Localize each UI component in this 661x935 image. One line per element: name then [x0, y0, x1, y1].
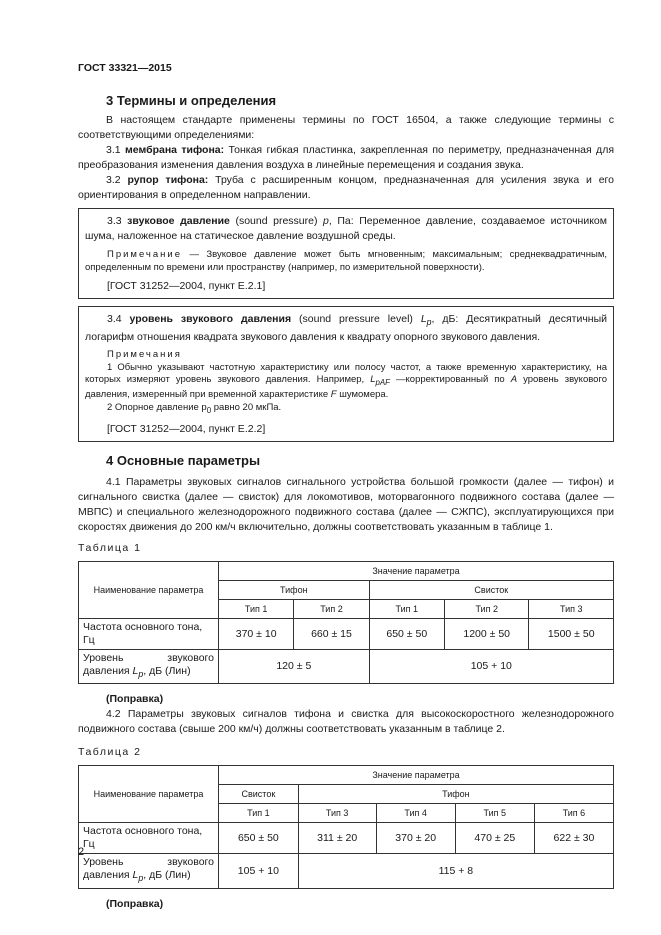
page-content: [78, 92, 614, 912]
note-label: Примечание: [107, 249, 182, 260]
note-1: [85, 362, 607, 402]
table-cell: 660 ± 15: [294, 619, 369, 650]
table-cell: 470 ± 25: [455, 823, 534, 854]
term-3-3-note: [85, 249, 607, 274]
row-label-text: Уровень звукового давления: [83, 652, 214, 678]
term-symbol: L: [420, 313, 427, 325]
table-header-value: Значение параметра: [219, 766, 614, 785]
term-definition: , Па: Переменное давление, создаваемое источником шума, наложенное на статическое давление воздушной среды.: [85, 215, 607, 242]
term-definition: Труба с расширенным концом, предназначенная для усиления звука и его ориентирования в определенном направлении.: [78, 174, 614, 201]
note-text: —корректированный по: [390, 374, 511, 386]
table-row-label: [79, 854, 219, 888]
page-number: 2: [78, 846, 85, 858]
note-symbol-subscript: pAF: [375, 377, 391, 387]
correction-note-1: (Поправка): [106, 693, 164, 706]
table-type-header: Тип 4: [376, 804, 455, 823]
row-label-text: , дБ (Лин): [143, 869, 191, 882]
term-3-3-reference: [ГОСТ 31252—2004, пункт Е.2.1]: [107, 280, 266, 292]
table-cell: 622 ± 30: [534, 823, 613, 854]
table-cell: 370 ± 20: [376, 823, 455, 854]
table-type-header: Тип 1: [369, 600, 444, 619]
clause-4-1: 4.1 Параметры звуковых сигналов сигнального устройства большой громкости (далее — тифон) и сигнального свистка (далее — свисток) для локомотивов, моторвагонного подвижного состава (далее — МВПС) и специального железнодорожного подвижного состава (далее — СЖПС), эксплуатирующихся при скоростях движения до 200 км/ч включительно, должны соответствовать указанным в таблице 1.: [78, 476, 614, 534]
note-symbol: A: [510, 374, 518, 386]
term-3-3-box: [78, 208, 614, 299]
table-cell: 650 ± 50: [219, 823, 299, 854]
term-english: (sound pressure): [229, 215, 324, 227]
table-cell: 311 ± 20: [298, 823, 376, 854]
table-type-header: Тип 6: [534, 804, 613, 823]
term-number: 3.4: [107, 313, 130, 325]
term-name: звуковое давление: [127, 215, 230, 227]
clause-4-2: 4.2 Параметры звуковых сигналов тифона и свистка для высокоскоростного железнодорожного подвижного состава (свыше 200 км/ч) должны соответствовать указанным в таблице 2.: [78, 708, 614, 736]
note-text: уровень звукового давления, измеренный при временной характеристике: [85, 374, 607, 401]
table-cell: 650 ± 50: [369, 619, 444, 650]
table-cell: 115 + 8: [298, 854, 613, 888]
term-name: мембрана тифона:: [124, 144, 225, 156]
term-symbol-subscript: p: [426, 317, 432, 328]
table-type-header: Тип 1: [219, 804, 299, 823]
note-text: — Звуковое давление может быть мгновенным; максимальным; среднеквадратичным, определенным по времени или пространству (например, по измерительной поверхности).: [85, 249, 607, 273]
term-3-4-reference: [ГОСТ 31252—2004, пункт Е.2.2]: [107, 423, 266, 436]
table-cell: 1200 ± 50: [444, 619, 529, 650]
table-1-caption: Таблица 1: [78, 542, 142, 555]
table-type-header: Тип 1: [219, 600, 294, 619]
term-name: уровень звукового давления: [129, 313, 292, 325]
table-header-param: Наименование параметра: [79, 562, 219, 619]
table-type-header: Тип 3: [298, 804, 376, 823]
term-number: 3.2: [106, 174, 128, 186]
note-symbol: F: [330, 389, 337, 401]
term-3-3: [85, 214, 607, 244]
term-english: (sound pressure level): [291, 313, 421, 325]
term-name: рупор тифона:: [127, 174, 209, 186]
note-text: 2 Опорное давление p: [107, 401, 207, 413]
row-label-symbol: L: [132, 665, 139, 678]
term-3-4: [85, 312, 607, 345]
table-cell: 105 + 10: [219, 854, 299, 888]
table-cell: 370 ± 10: [219, 619, 294, 650]
term-number: 3.3: [107, 215, 128, 227]
term-definition: , дБ: Десятикратный десятичный логарифм отношения квадрата звукового давления к квадрату опорного звукового давления.: [85, 313, 608, 344]
row-label-symbol: L: [132, 869, 139, 882]
term-3-1: [78, 143, 614, 173]
correction-note-2: (Поправка): [106, 897, 164, 910]
table-group-header: Тифон: [298, 785, 613, 804]
section-4-title: 4 Основные параметры: [106, 453, 261, 469]
table-group-header: Свисток: [369, 581, 613, 600]
note-text: 1 Обычно указывают частотную характеристику или полосу частот, а также временную характеристику, на которых измеряют уровень звукового давления. Например,: [85, 361, 607, 386]
term-3-2: [78, 173, 614, 203]
table-type-header: Тип 2: [294, 600, 369, 619]
table-row-label: Частота основного тона, Гц: [79, 619, 219, 650]
table-2: [78, 765, 614, 888]
row-label-text: , дБ (Лин): [143, 665, 191, 678]
row-label-subscript: p: [138, 669, 144, 680]
table-cell: 1500 ± 50: [529, 619, 614, 650]
section-3-intro: В настоящем стандарте применены термины по ГОСТ 16504, а также следующие термины с соответствующими определениями:: [78, 114, 614, 141]
table-group-header: Свисток: [219, 785, 299, 804]
table-type-header: Тип 5: [455, 804, 534, 823]
note-2: [85, 402, 607, 417]
table-row-label: [79, 650, 219, 684]
row-label-subscript: p: [138, 873, 144, 884]
term-3-4-box: [78, 306, 614, 442]
table-type-header: Тип 3: [529, 600, 614, 619]
table-cell: 120 ± 5: [219, 650, 370, 684]
table-cell: 105 + 10: [369, 650, 613, 684]
doc-number-header: ГОСТ 33321—2015: [78, 62, 172, 74]
table-header-value: Значение параметра: [219, 562, 614, 581]
note-text: равно 20 мкПа.: [211, 401, 282, 413]
table-header-param: Наименование параметра: [79, 766, 219, 823]
term-number: 3.1: [106, 144, 125, 156]
note-text: шумомера.: [336, 389, 389, 401]
table-type-header: Тип 2: [444, 600, 529, 619]
table-row-label: Частота основного тона, Гц: [79, 823, 219, 854]
notes-label: Примечания: [107, 349, 182, 361]
note-symbol: L: [370, 374, 376, 386]
term-definition: Тонкая гибкая пластинка, закрепленная по периметру, предназначенная для преобразования изменения давления воздуха в линейные перемещения и создания звука.: [78, 144, 615, 171]
row-label-text: Уровень звукового давления: [83, 856, 214, 882]
table-1: [78, 561, 614, 684]
term-symbol: p: [323, 215, 329, 227]
note-subscript: 0: [206, 405, 212, 415]
section-3-title: 3 Термины и определения: [106, 93, 277, 108]
table-group-header: Тифон: [219, 581, 370, 600]
table-2-caption: Таблица 2: [78, 746, 142, 759]
